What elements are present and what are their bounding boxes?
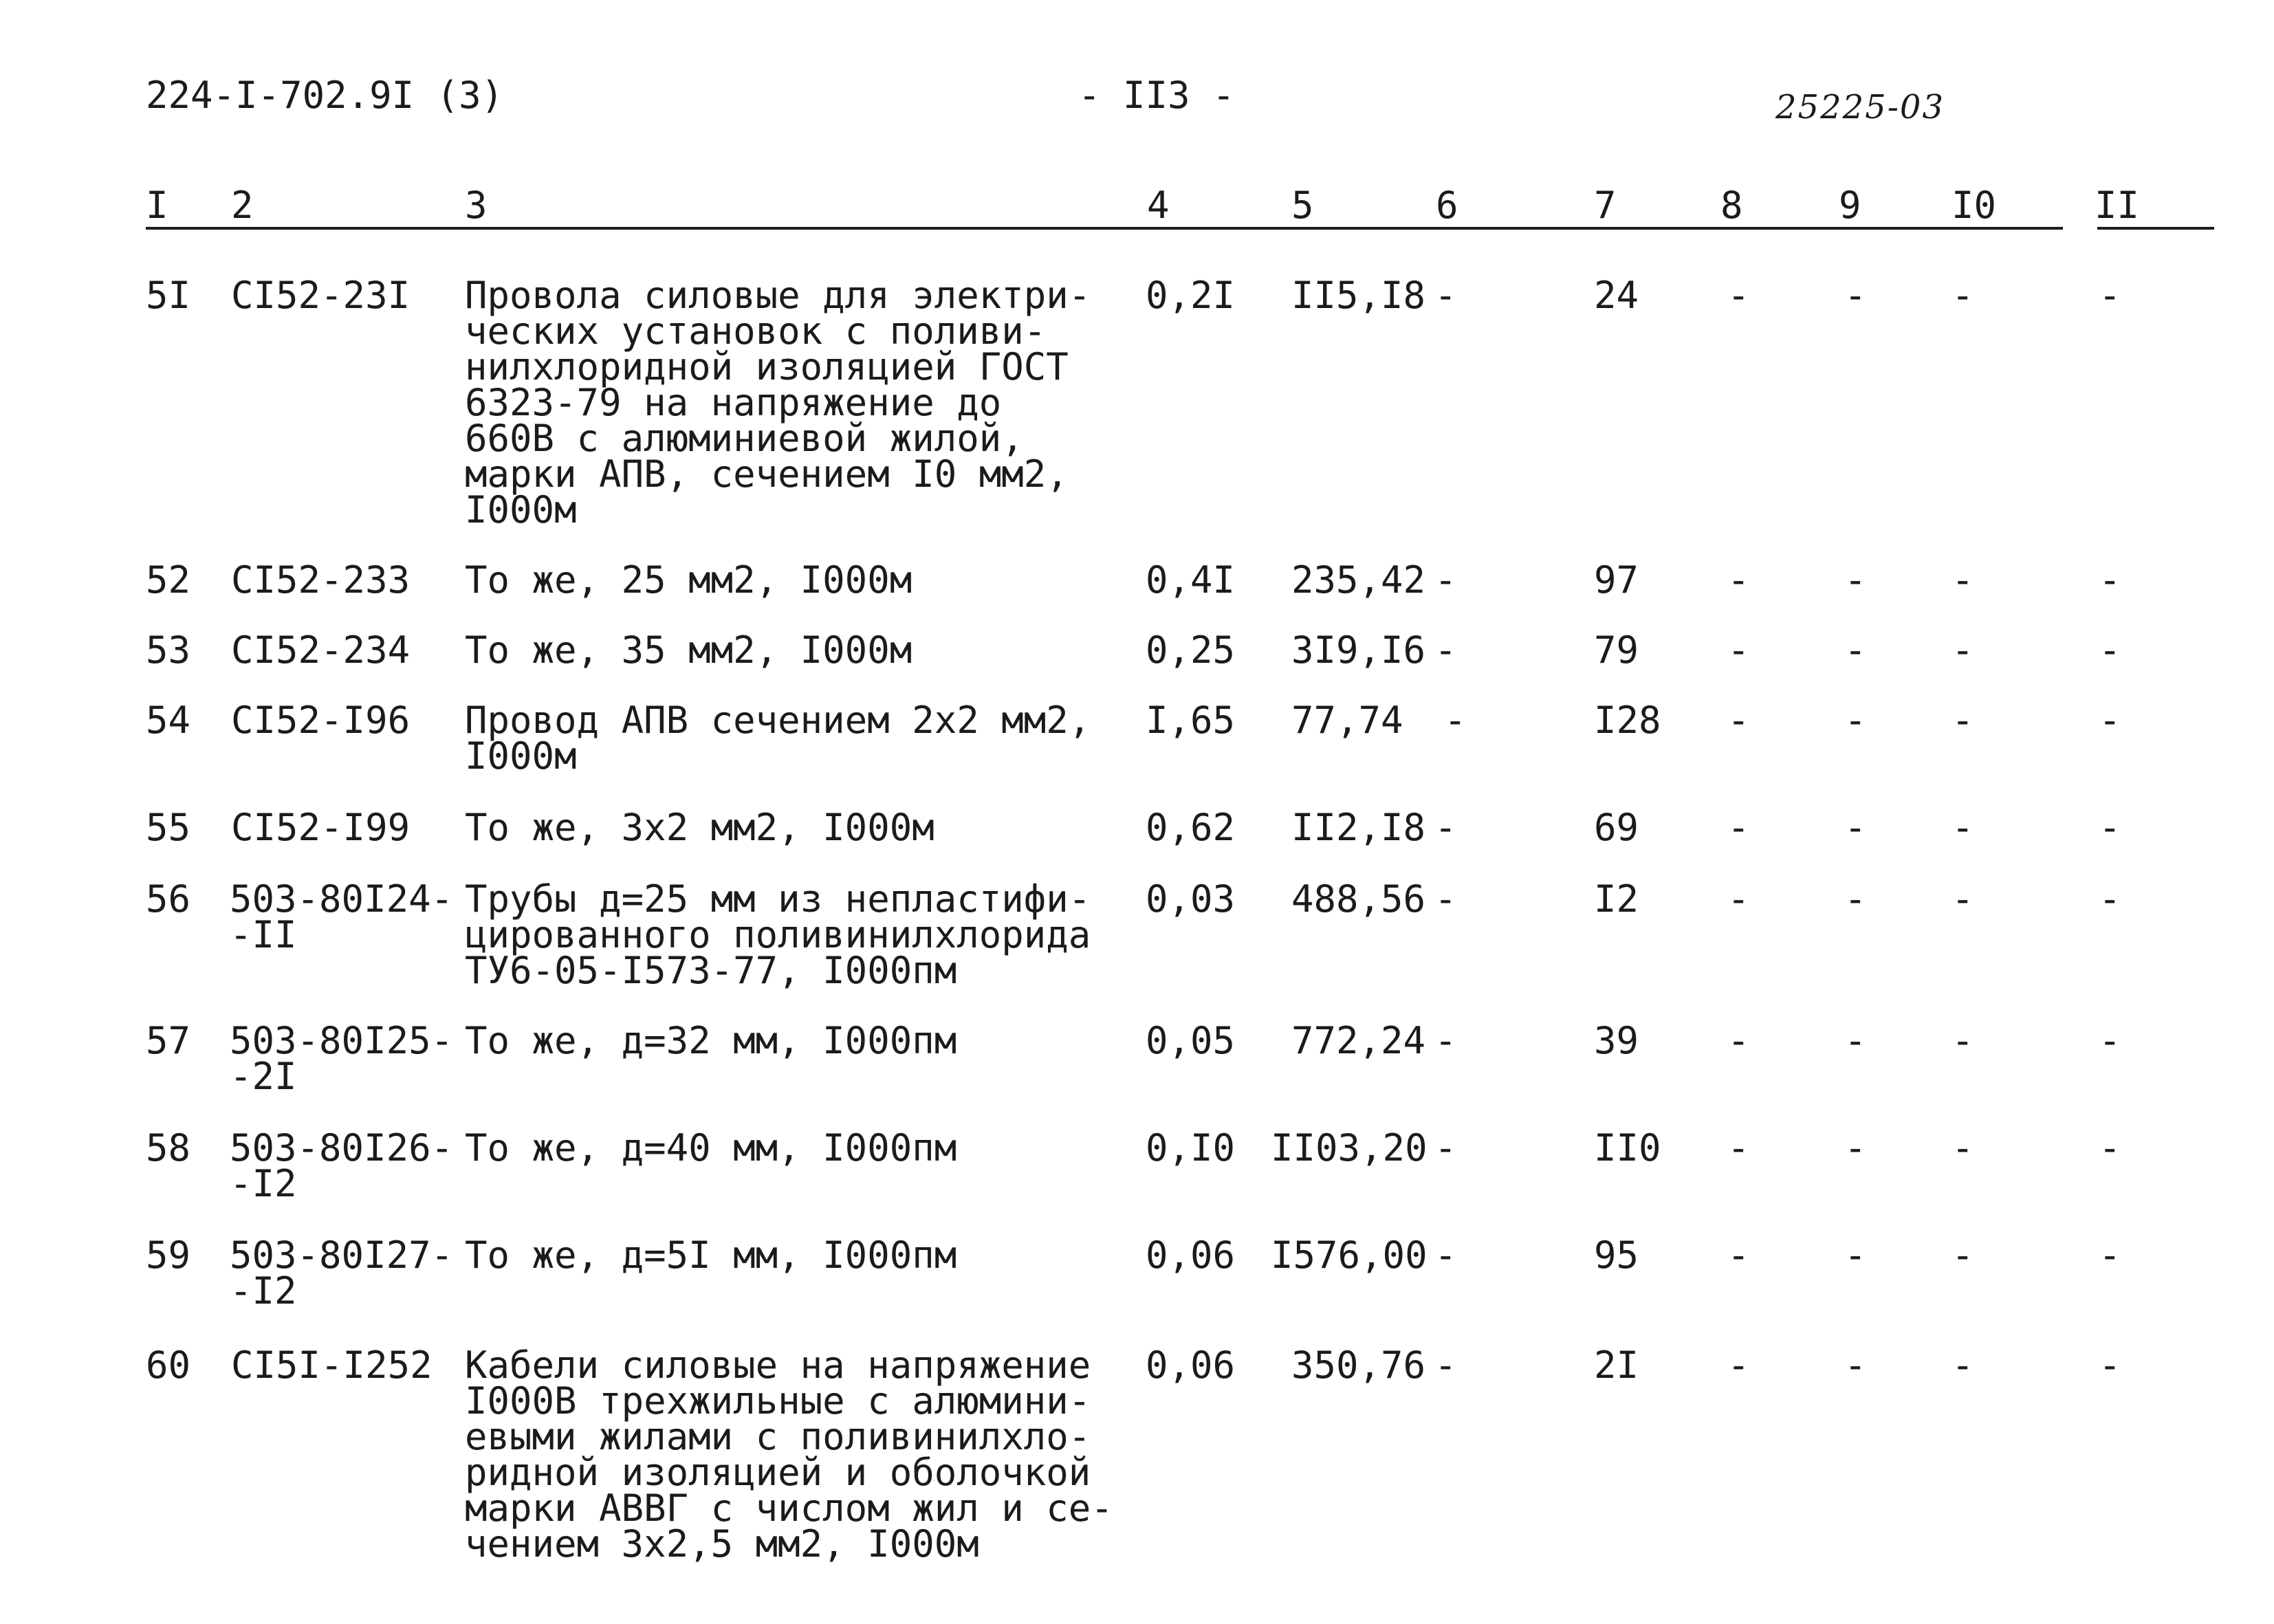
row-number: 52 [146, 558, 191, 602]
column-6-value: - [1434, 1126, 1457, 1170]
resource-description: То же, д=5I мм, I000пм [465, 1233, 957, 1277]
resource-description: Провола силовые для электри- ческих установок с поливи- нилхлоридной изоляцией ГОСТ 6323-79 на напряжение до 660В с алюминиевой жилой, марки АПВ, сечением I0 мм2, I000м [465, 274, 1091, 531]
quantity: 0,25 [1146, 628, 1236, 672]
column-8-value: - [1727, 806, 1750, 849]
header-rule [146, 227, 2063, 230]
column-7-value: I28 [1594, 699, 1661, 742]
resource-code: 503-80I27- -I2 [230, 1233, 454, 1313]
column-header-2: 2 [231, 184, 254, 227]
document-id: 224-I-702.9I (3) [146, 74, 504, 117]
column-9-value: - [1844, 806, 1867, 849]
quantity: 0,06 [1146, 1343, 1236, 1387]
resource-code: CI5I-I252 [231, 1343, 433, 1387]
resource-code: CI52-I99 [231, 806, 411, 849]
resource-code: 503-80I24- -II [230, 877, 454, 956]
column-7-value: 69 [1594, 806, 1639, 849]
column-6-value: - [1434, 1233, 1457, 1277]
column-7-value: 79 [1594, 628, 1639, 672]
column-8-value: - [1727, 1126, 1750, 1170]
column-11-value: - [2099, 628, 2121, 672]
row-number: 53 [146, 628, 191, 672]
row-number: 57 [146, 1019, 191, 1062]
quantity: 0,05 [1146, 1019, 1236, 1062]
column-9-value: - [1844, 558, 1867, 602]
quantity: 0,06 [1146, 1233, 1236, 1277]
column-10-value: - [1952, 274, 1974, 317]
resource-description: Провод АПВ сечением 2х2 мм2, I000м [465, 699, 1091, 778]
column-11-value: - [2099, 1343, 2121, 1387]
column-6-value: - [1444, 699, 1467, 742]
row-number: 55 [146, 806, 191, 849]
unit-price: 350,76 [1291, 1343, 1426, 1387]
column-10-value: - [1952, 699, 1974, 742]
resource-description: То же, 25 мм2, I000м [465, 558, 912, 602]
column-8-value: - [1727, 699, 1750, 742]
column-header-11: II [2095, 184, 2140, 227]
column-header-4: 4 [1147, 184, 1170, 227]
column-6-value: - [1434, 274, 1457, 317]
row-number: 58 [146, 1126, 191, 1170]
column-6-value: - [1434, 628, 1457, 672]
resource-code: 503-80I25- -2I [230, 1019, 454, 1098]
column-9-value: - [1844, 877, 1867, 921]
unit-price: II5,I8 [1291, 274, 1426, 317]
column-9-value: - [1844, 1233, 1867, 1277]
column-9-value: - [1844, 1343, 1867, 1387]
column-7-value: 24 [1594, 274, 1639, 317]
column-9-value: - [1844, 1126, 1867, 1170]
column-8-value: - [1727, 628, 1750, 672]
column-header-5: 5 [1291, 184, 1314, 227]
row-number: 54 [146, 699, 191, 742]
unit-price: 772,24 [1291, 1019, 1426, 1062]
column-10-value: - [1952, 1019, 1974, 1062]
column-header-1: I [146, 184, 168, 227]
resource-description: То же, 3х2 мм2, I000м [465, 806, 934, 849]
unit-price: II03,20 [1271, 1126, 1428, 1170]
quantity: 0,62 [1146, 806, 1236, 849]
resource-code: CI52-234 [231, 628, 411, 672]
column-10-value: - [1952, 1233, 1974, 1277]
resource-code: CI52-I96 [231, 699, 411, 742]
column-11-value: - [2099, 1233, 2121, 1277]
column-11-value: - [2099, 806, 2121, 849]
column-7-value: 97 [1594, 558, 1639, 602]
column-6-value: - [1434, 877, 1457, 921]
unit-price: 3I9,I6 [1291, 628, 1426, 672]
archive-stamp: 25225-03 [1775, 88, 1945, 127]
column-8-value: - [1727, 558, 1750, 602]
column-11-value: - [2099, 1126, 2121, 1170]
column-header-3: 3 [465, 184, 488, 227]
column-8-value: - [1727, 1343, 1750, 1387]
quantity: I,65 [1146, 699, 1236, 742]
column-10-value: - [1952, 806, 1974, 849]
unit-price: 235,42 [1291, 558, 1426, 602]
unit-price: I576,00 [1271, 1233, 1428, 1277]
row-number: 56 [146, 877, 191, 921]
column-10-value: - [1952, 1343, 1974, 1387]
column-10-value: - [1952, 558, 1974, 602]
unit-price: II2,I8 [1291, 806, 1426, 849]
column-11-value: - [2099, 699, 2121, 742]
column-9-value: - [1844, 628, 1867, 672]
column-8-value: - [1727, 274, 1750, 317]
column-header-10: I0 [1952, 184, 1997, 227]
quantity: 0,4I [1146, 558, 1236, 602]
column-header-8: 8 [1720, 184, 1743, 227]
resource-description: Кабели силовые на напряжение I000В трехжильные с алюмини- евыми жилами с поливинилхло- ридной изоляцией и оболочкой марки АВВГ с числом жил и се- чением 3х2,5 мм2, I000м [465, 1343, 1113, 1566]
header-rule-end [2097, 227, 2214, 230]
column-8-value: - [1727, 1233, 1750, 1277]
row-number: 5I [146, 274, 191, 317]
column-6-value: - [1434, 806, 1457, 849]
page-number: - II3 - [1078, 74, 1235, 117]
column-header-9: 9 [1839, 184, 1861, 227]
column-10-value: - [1952, 628, 1974, 672]
row-number: 59 [146, 1233, 191, 1277]
column-7-value: II0 [1594, 1126, 1661, 1170]
column-9-value: - [1844, 1019, 1867, 1062]
column-header-7: 7 [1594, 184, 1617, 227]
column-10-value: - [1952, 1126, 1974, 1170]
quantity: 0,03 [1146, 877, 1236, 921]
column-11-value: - [2099, 274, 2121, 317]
column-7-value: 95 [1594, 1233, 1639, 1277]
column-header-6: 6 [1436, 184, 1458, 227]
column-6-value: - [1434, 1019, 1457, 1062]
row-number: 60 [146, 1343, 191, 1387]
column-11-value: - [2099, 1019, 2121, 1062]
column-11-value: - [2099, 877, 2121, 921]
column-7-value: 39 [1594, 1019, 1639, 1062]
quantity: 0,I0 [1146, 1126, 1236, 1170]
column-9-value: - [1844, 699, 1867, 742]
column-8-value: - [1727, 877, 1750, 921]
column-6-value: - [1434, 558, 1457, 602]
column-7-value: 2I [1594, 1343, 1639, 1387]
resource-code: CI52-23I [231, 274, 411, 317]
quantity: 0,2I [1146, 274, 1236, 317]
resource-description: То же, д=40 мм, I000пм [465, 1126, 957, 1170]
resource-description: Трубы д=25 мм из непластифи- цированного поливинилхлорида ТУ6-05-I573-77, I000пм [465, 877, 1091, 992]
column-11-value: - [2099, 558, 2121, 602]
unit-price: 488,56 [1291, 877, 1426, 921]
column-10-value: - [1952, 877, 1974, 921]
resource-description: То же, д=32 мм, I000пм [465, 1019, 957, 1062]
unit-price: 77,74 [1291, 699, 1403, 742]
column-6-value: - [1434, 1343, 1457, 1387]
column-9-value: - [1844, 274, 1867, 317]
column-7-value: I2 [1594, 877, 1639, 921]
resource-description: То же, 35 мм2, I000м [465, 628, 912, 672]
resource-code: 503-80I26- -I2 [230, 1126, 454, 1205]
column-8-value: - [1727, 1019, 1750, 1062]
resource-code: CI52-233 [231, 558, 411, 602]
